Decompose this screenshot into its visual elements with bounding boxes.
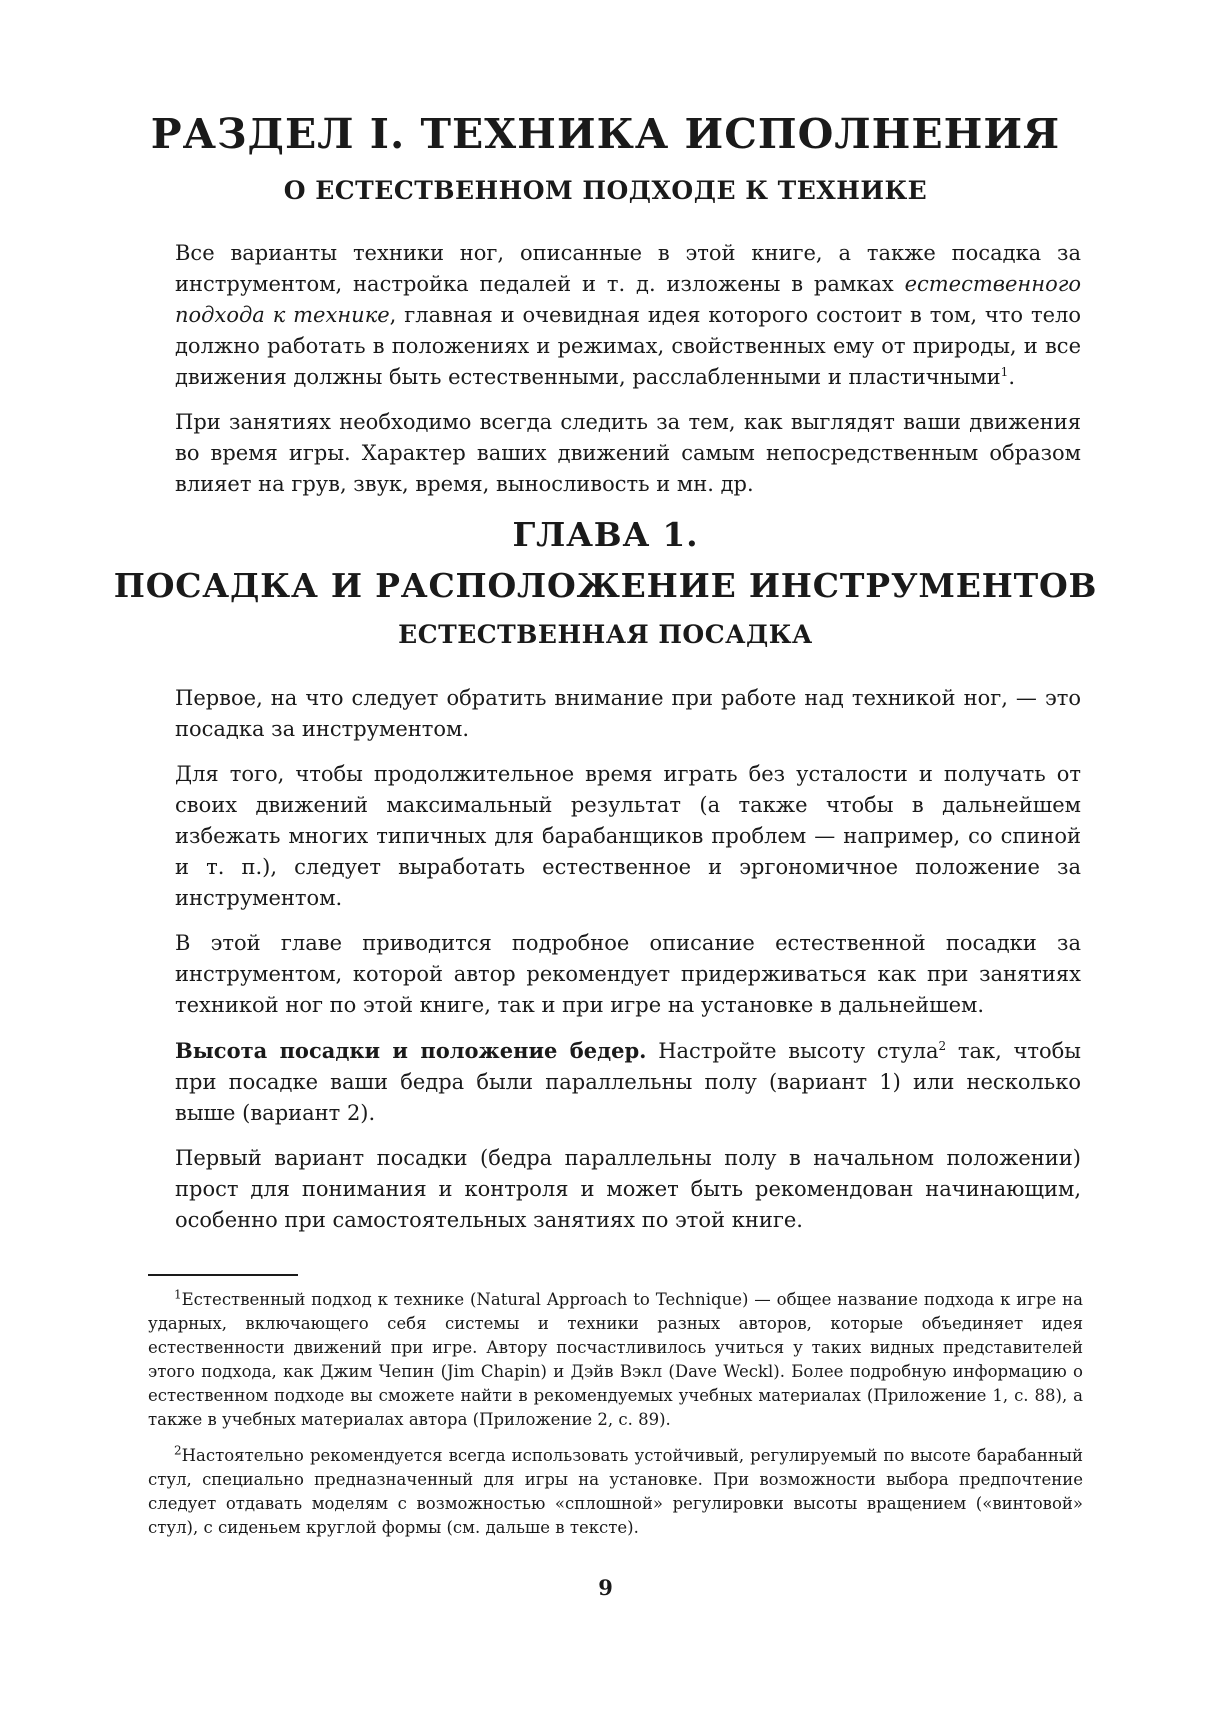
intro-paragraph-1 [175, 238, 1081, 393]
body-paragraph-3: В этой главе приводится подробное описание естественной посадки за инструментом, которой автор рекомендует придерживаться как при занятиях техникой ног по этой книге, так и при игре на установке в дальнейшем. [175, 931, 1081, 1017]
chapter-subtitle: ЕСТЕСТВЕННАЯ ПОСАДКА [398, 620, 813, 649]
footnote-text: Естественный подход к технике (Natural Approach to Technique) — общее название подхода к игре на ударных, включающего себя системы и техники разных авторов, которые объединяет идея естественности движений при игре. Автору посчастливилось учиться у таких видных представителей этого подхода, как Джим Чепин (Jim Chapin) и Дэйв Вэкл (Dave Weckl). Более подробную информацию о естественном подходе вы сможете найти в рекомендуемых учебных материалах (Приложение 1, с. 88), а также в учебных материалах автора (Приложение 2, с. 89). [148, 1290, 1083, 1429]
section-subtitle: О ЕСТЕСТВЕННОМ ПОДХОДЕ К ТЕХНИКЕ [283, 176, 928, 205]
footnote-1 [148, 1288, 1083, 1432]
intro-text [175, 238, 1081, 514]
body-p4-text-cont: так, чтобы при посадке ваши бедра были параллельны полу (вариант 1) или несколько выше (вариант 2). [175, 1039, 1081, 1125]
body-paragraph-5: Первый вариант посадки (бедра параллельны полу в начальном положении) прост для понимания и контроля и может быть рекомендован начинающим, особенно при самостоятельных занятиях по этой книге. [175, 1146, 1081, 1232]
intro-paragraph-2: При занятиях необходимо всегда следить за тем, как выглядят ваши движения во время игры. Характер ваших движений самым непосредственным образом влияет на грув, звук, время, выносливость и мн. др. [175, 410, 1081, 496]
page-number: 9 [598, 1575, 613, 1600]
intro-p1-text: Все варианты техники ног, описанные в этой книге, а также посадка за инструментом, настройка педалей и т. д. изложены в рамках [175, 241, 1081, 296]
footnote-divider [148, 1274, 298, 1276]
body-text [175, 683, 1081, 1250]
footnote-text: Настоятельно рекомендуется всегда использовать устойчивый, регулируемый по высоте барабанный стул, специально предназначенный для игры на установке. При возможности выбора предпочтение следует отдавать моделям с возможностью «сплошной» регулировки высоты вращением («винтовой» стул), с сиденьем круглой формы (см. дальше в тексте). [148, 1446, 1083, 1537]
footnote-marker: 2 [174, 1443, 182, 1458]
footnotes [148, 1288, 1083, 1552]
body-paragraph-2: Для того, чтобы продолжительное время играть без усталости и получать от своих движений максимальный результат (а также чтобы в дальнейшем избежать многих типичных для барабанщиков проблем — например, со спиной и т. п.), следует выработать естественное и эргономичное положение за инструментом. [175, 762, 1081, 910]
body-p4-bold: Высота посадки и положение бедер. [175, 1038, 647, 1063]
intro-p1-italic: естественного подхода к технике [175, 272, 1081, 327]
body-p4-text: Настройте высоту стула [646, 1039, 939, 1063]
chapter-number: ГЛАВА 1. [512, 515, 699, 554]
footnote-2 [148, 1444, 1083, 1540]
footnote-ref-1[interactable]: 1 [1000, 365, 1009, 379]
intro-p1-end: . [1008, 365, 1015, 389]
section-title: РАЗДЕЛ I. ТЕХНИКА ИСПОЛНЕНИЯ [150, 110, 1061, 158]
footnote-marker: 1 [174, 1287, 182, 1302]
intro-p1-text-cont: , главная и очевидная идея которого состоит в том, что тело должно работать в положениях и режимах, свойственных ему от природы, и все движения должны быть естественными, расслабленными и пластичными [175, 303, 1082, 389]
footnote-ref-2[interactable]: 2 [938, 1039, 947, 1053]
body-paragraph-1: Первое, на что следует обратить внимание при работе над техникой ног, — это посадка за инструментом. [175, 686, 1081, 741]
chapter-title: ПОСАДКА И РАСПОЛОЖЕНИЕ ИНСТРУМЕНТОВ [113, 566, 1098, 605]
body-paragraph-4 [175, 1035, 1081, 1129]
